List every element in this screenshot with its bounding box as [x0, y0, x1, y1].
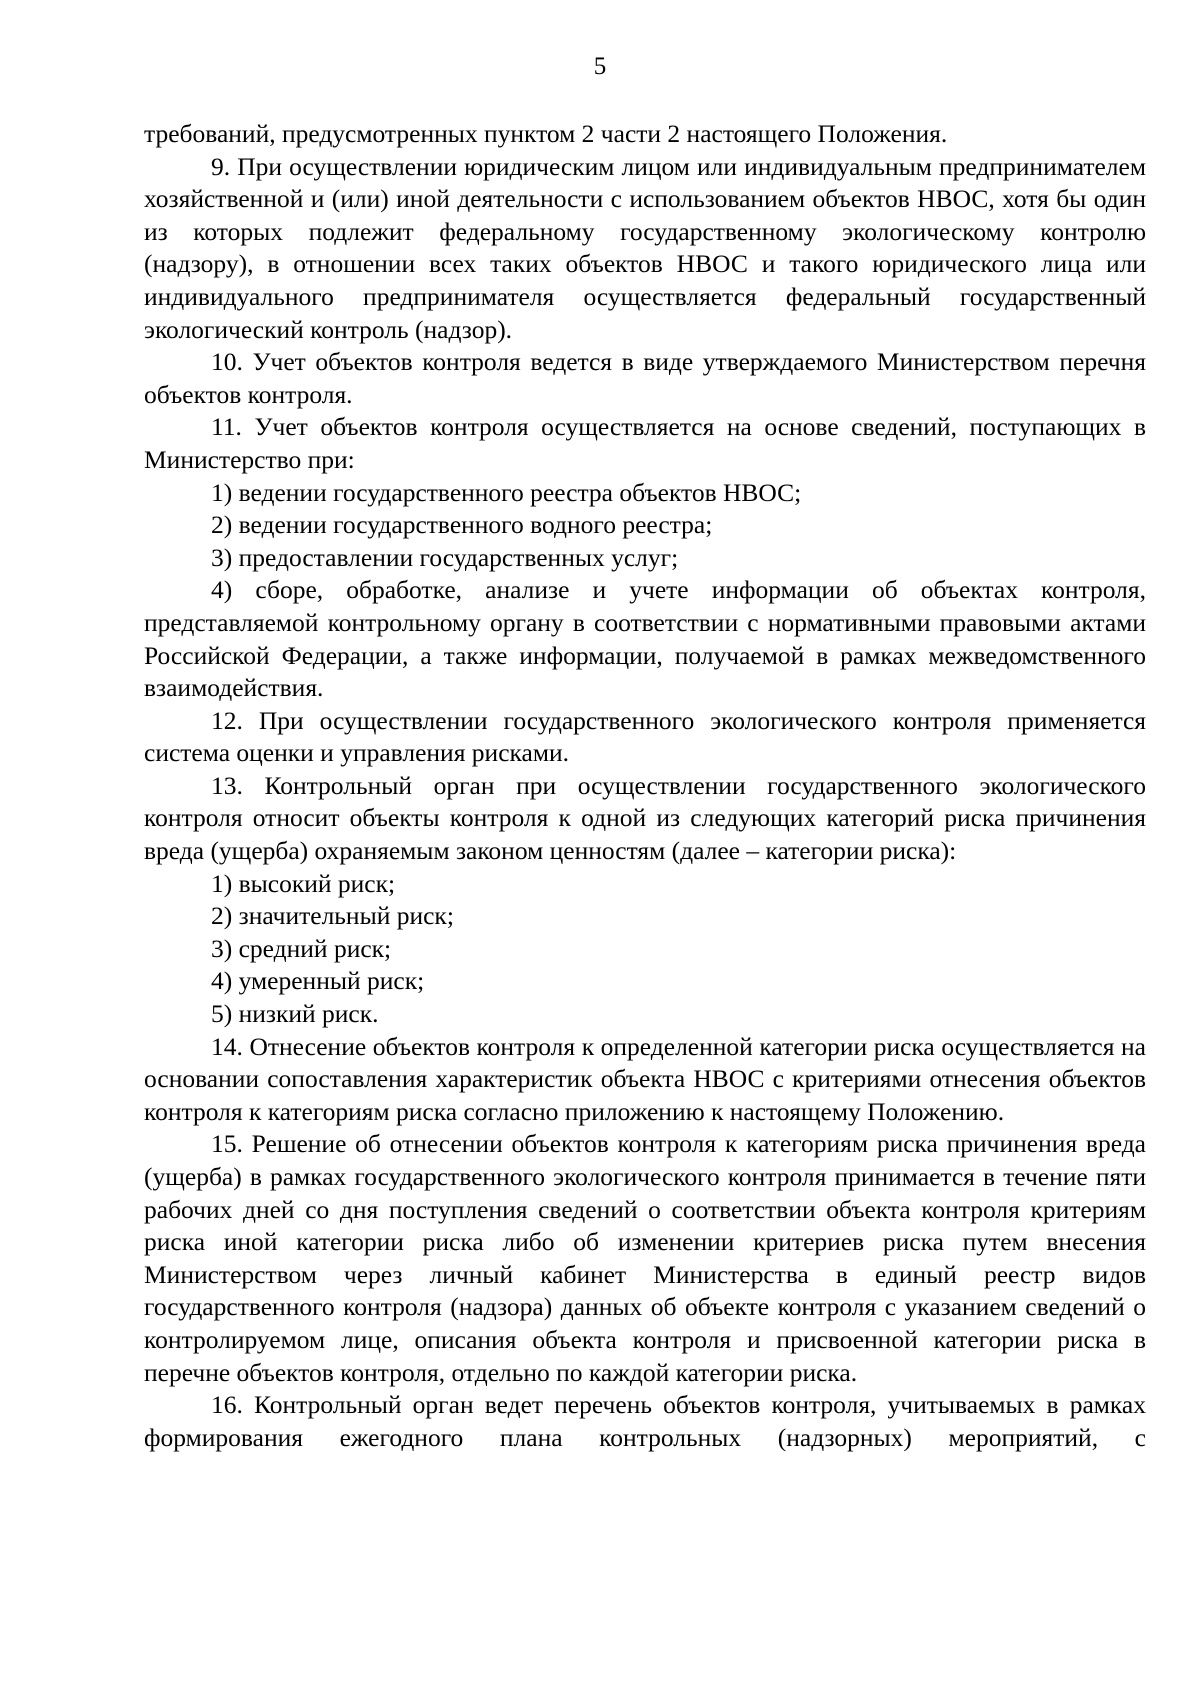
paragraph: требований, предусмотренных пунктом 2 части 2 настоящего Положения.: [144, 119, 948, 148]
paragraph: 10. Учет объектов контроля ведется в виде утверждаемого Министерством перечня объектов контроля.: [144, 347, 1146, 409]
paragraph: 15. Решение об отнесении объектов контроля к категориям риска причинения вреда (ущерба) в рамках государственного экологического контроля принимается в течение пяти рабочих дней со дня поступления сведений о соответствии объекта контроля критериям риска иной категории риска либо об изменении критериев риска путем внесения Министерством через личный кабинет Министерства в единый реестр видов государственного контроля (надзора) данных об объекте контроля с указанием сведений о контролируемом лице, описания объекта контроля и присвоенной категории риска в перечне объектов контроля, отдельно по каждой категории риска.: [144, 1129, 1146, 1387]
paragraph: 2) ведении государственного водного реестра;: [211, 510, 713, 540]
page-number: 5: [593, 53, 607, 80]
paragraph: 3) предоставлении государственных услуг;: [211, 542, 679, 572]
paragraph: 1) высокий риск;: [211, 868, 396, 898]
paragraph: 3) средний риск;: [211, 933, 392, 963]
paragraph: 14. Отнесение объектов контроля к определенной категории риска осуществляется на основании сопоставления характеристик объекта НВОС с критериями отнесения объектов контроля к категориям риска согласно приложению к настоящему Положению.: [144, 1031, 1146, 1126]
paragraph: 16. Контрольный орган ведет перечень объектов контроля, учитываемых в рамках формирования ежегодного плана контрольных (надзорных) мероприятий, с: [144, 1390, 1146, 1452]
paragraph: 5) низкий риск.: [211, 999, 379, 1029]
paragraph: 11. Учет объектов контроля осуществляется на основе сведений, поступающих в Министерство при:: [144, 412, 1146, 474]
paragraph: 12. При осуществлении государственного экологического контроля применяется система оценки и управления рисками.: [144, 705, 1146, 768]
paragraph: 2) значительный риск;: [211, 901, 454, 931]
paragraph: 13. Контрольный орган при осуществлении государственного экологического контроля относит объекты контроля к одной из следующих категорий риска причинения вреда (ущерба) охраняемым законом ценностям (далее – категории риска):: [144, 770, 1146, 866]
paragraph: 1) ведении государственного реестра объектов НВОС;: [211, 477, 802, 507]
paragraph: 4) сборе, обработке, анализе и учете информации об объектах контроля, представляемой контрольному органу в соответствии с нормативными правовыми актами Российской Федерации, а также информации, получаемой в рамках межведомственного взаимодействия.: [144, 575, 1146, 703]
document-body: [144, 118, 1146, 1454]
paragraph: 4) умеренный риск;: [211, 966, 425, 996]
paragraph: 9. При осуществлении юридическим лицом или индивидуальным предпринимателем хозяйственной и (или) иной деятельности с использованием объектов НВОС, хотя бы один из которых подлежит федеральному государственному экологическому контролю (надзору), в отношении всех таких объектов НВОС и такого юридического лица или индивидуального предпринимателя осуществляется федеральный государственный экологический контроль (надзор).: [144, 151, 1146, 344]
